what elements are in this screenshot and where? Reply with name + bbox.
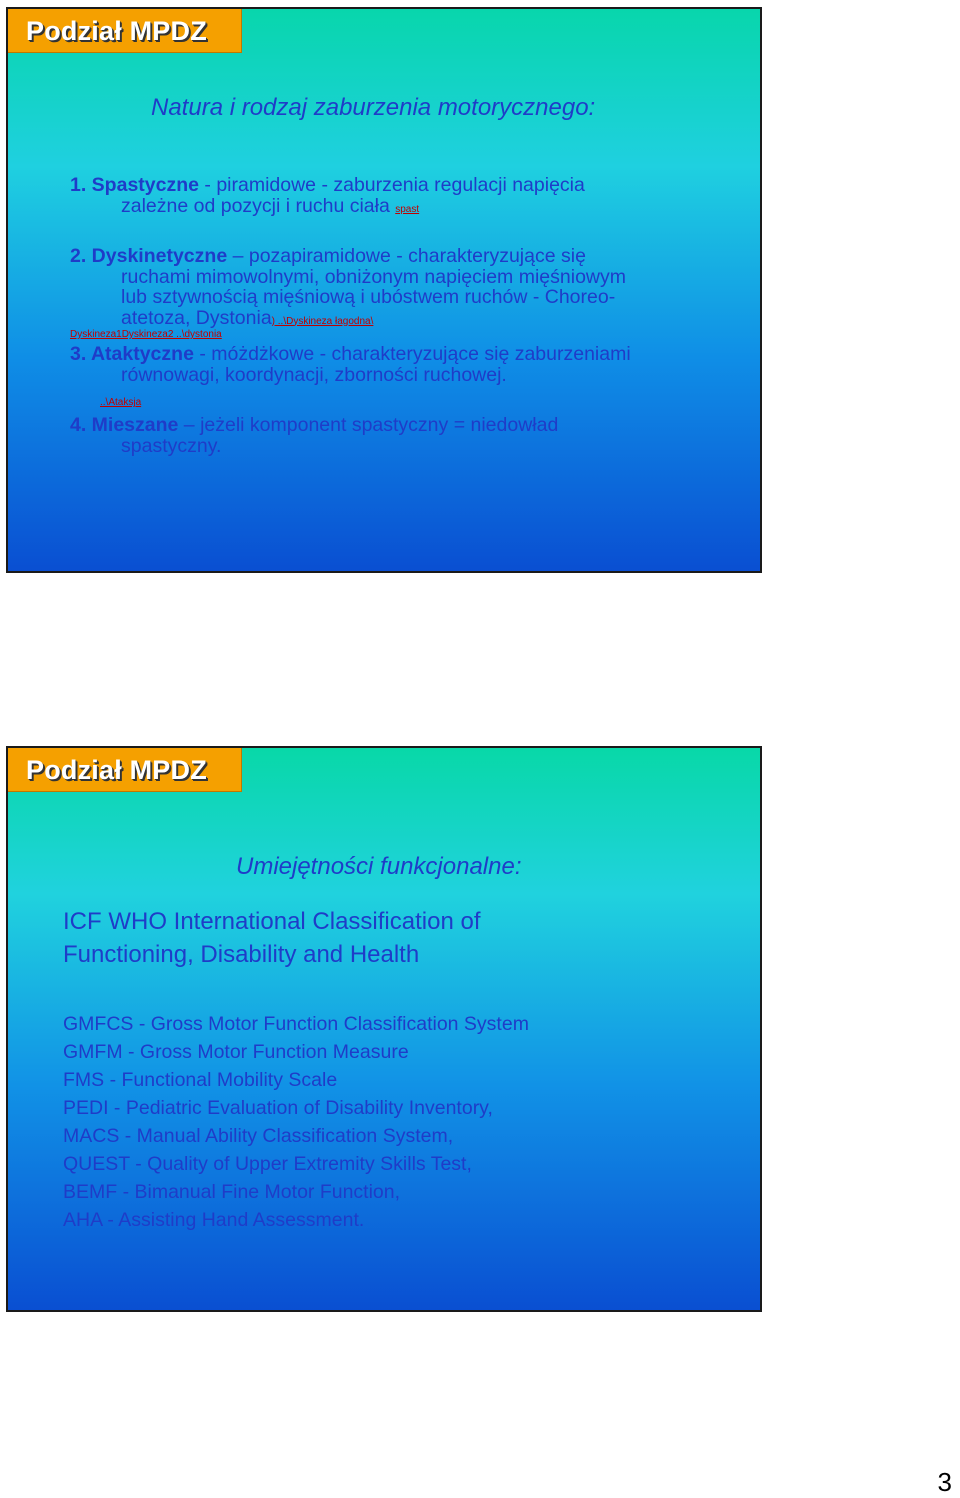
slide-1-title: Podział MPDZ [26, 16, 207, 46]
list-item: MACS - Manual Ability Classification System, [63, 1125, 454, 1147]
list-item: AHA - Assisting Hand Assessment. [63, 1209, 365, 1231]
slide-1-title-box [8, 9, 242, 53]
link-spast[interactable]: spast [395, 203, 420, 215]
list-item: FMS - Functional Mobility Scale [63, 1069, 338, 1091]
item-heading: 2. Dyskinetyczne [70, 245, 228, 267]
list-item: BEMF - Bimanual Fine Motor Function, [63, 1181, 401, 1203]
list-item-mieszane: 4. Mieszane – jeżeli komponent spastyczny = niedowład spastyczny. [70, 414, 559, 457]
assessment-tools-list [63, 1010, 529, 1234]
list-item-ataktyczne: 3. Ataktyczne - móżdżkowe - charakteryzujące się zaburzeniami równowagi, koordynacji, zborności ruchowej. [70, 343, 631, 386]
slide-1 [6, 7, 762, 573]
link-ataksja[interactable]: ..\Ataksja [100, 397, 142, 408]
slide-2-title-box [8, 748, 242, 792]
list-item: QUEST - Quality of Upper Extremity Skills Test, [63, 1153, 472, 1175]
slide-1-subtitle: Natura i rodzaj zaburzenia motorycznego: [151, 94, 596, 121]
link-dyskineza-lagodna[interactable]: ) ..\Dyskineza łagodna\ [271, 315, 374, 327]
slide-2-subtitle: Umiejętności funkcjonalne: [236, 853, 522, 880]
item-heading: 1. Spastyczne [70, 174, 199, 196]
icf-heading: ICF WHO International Classification of Functioning, Disability and Health [63, 908, 481, 968]
list-item-dyskinetyczne: 2. Dyskinetyczne – pozapiramidowe - charakteryzujące się ruchami mimowolnymi, obniżonym napięciem mięśniowym lub sztywnością mięśniową i ubóstwem ruchów - Choreo- atetoza, Dystonia) ..\Dyskineza łagodna\ [70, 245, 626, 329]
item-heading: 4. Mieszane [70, 414, 179, 436]
list-item-spastyczne: 1. Spastyczne - piramidowe - zaburzenia regulacji napięcia zależne od pozycji i ruchu ciała spast [70, 174, 585, 217]
list-item: PEDI - Pediatric Evaluation of Disability Inventory, [63, 1097, 493, 1119]
list-item: GMFCS - Gross Motor Function Classification System [63, 1013, 529, 1035]
list-item: GMFM - Gross Motor Function Measure [63, 1041, 409, 1063]
item-heading: 3. Ataktyczne [70, 343, 194, 365]
page-number: 3 [937, 1467, 952, 1497]
link-dyskineza-dystonia[interactable]: Dyskineza1Dyskineza2 ..\dystonia [70, 329, 222, 340]
slide-2-title: Podział MPDZ [26, 755, 207, 785]
